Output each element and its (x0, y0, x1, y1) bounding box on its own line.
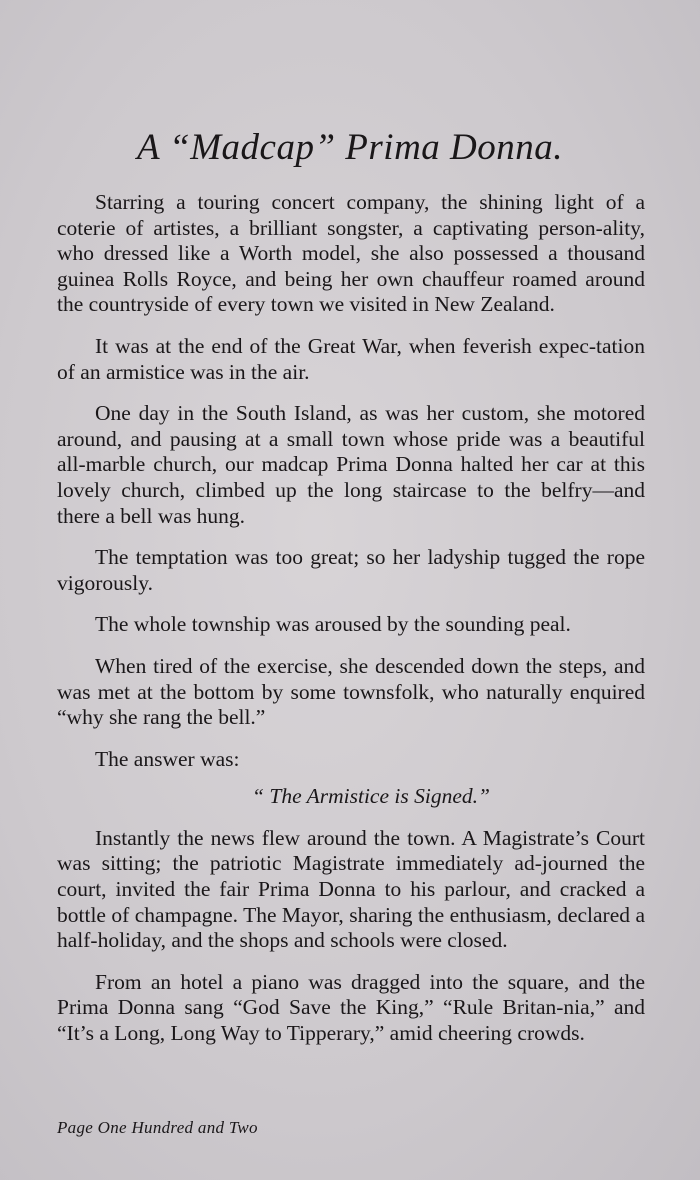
paragraph-2: It was at the end of the Great War, when feverish expec-tation of an armistice was in the air. (57, 333, 645, 384)
paragraph-3: One day in the South Island, as was her custom, she motored around, and pausing at a small town whose pride was a beautiful all-marble church, our madcap Prima Donna halted her car at this lovely church, climbed up the long staircase to the belfry—and there a bell was hung. (57, 401, 645, 528)
paragraph-7: The answer was: (95, 746, 240, 771)
paragraph-1: Starring a touring concert company, the shining light of a coterie of artistes, a brilliant songster, a captivating person-ality, who dressed like a Worth model, she also possessed a thousand guinea Rolls Royce, and being her own chauffeur roamed around the countryside of every town we visited in New Zealand. (57, 190, 645, 317)
paragraph-5: The whole township was aroused by the sounding peal. (95, 612, 571, 637)
armistice-quote: “ The Armistice is Signed.” (252, 784, 490, 809)
paragraph-8: Instantly the news flew around the town. A Magistrate’s Court was sitting; the patriotic Magistrate immediately ad-journed the court, invited the fair Prima Donna to his parlour, and cracked a bottle of champagne. The Mayor, sharing the enthusiasm, declared a half-holiday, and the shops and schools were closed. (57, 825, 645, 953)
body-text (57, 190, 645, 1063)
paragraph-9: From an hotel a piano was dragged into the square, and the Prima Donna sang “God Save the King,” “Rule Britan-nia,” and “It’s a Long, Long Way to Tipperary,” amid cheering crowds. (57, 969, 645, 1046)
page-title: A “Madcap” Prima Donna. (136, 127, 564, 168)
paragraph-6: When tired of the exercise, she descended down the steps, and was met at the bottom by some townsfolk, who naturally enquired “why she rang the bell.” (57, 653, 645, 730)
paragraph-4: The temptation was too great; so her ladyship tugged the rope vigorously. (57, 545, 645, 595)
page-footer: Page One Hundred and Two (57, 1118, 258, 1137)
